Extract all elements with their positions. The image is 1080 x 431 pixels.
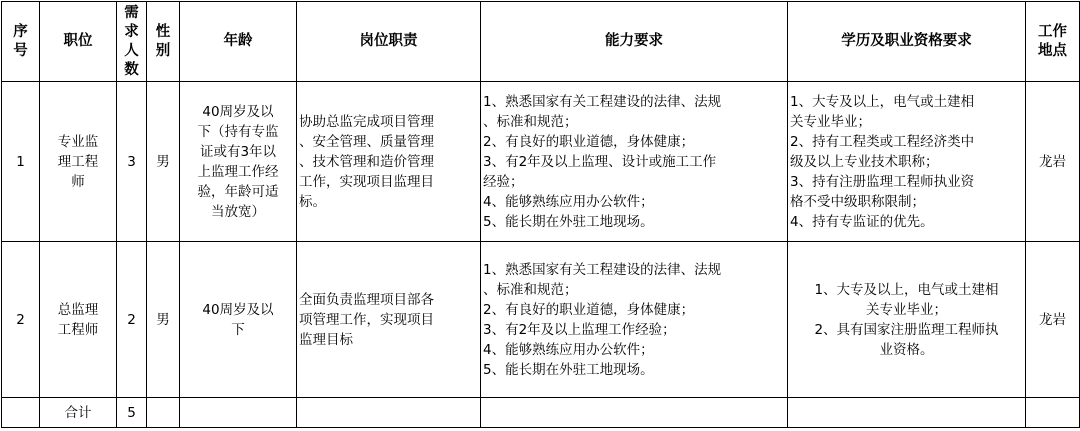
total-headcount: 5	[117, 398, 147, 428]
cell-seq: 2	[2, 242, 40, 398]
cell-seq: 1	[2, 82, 40, 242]
header-gender: 性 别	[147, 2, 180, 82]
cell-empty	[788, 398, 1026, 428]
header-row	[2, 2, 1080, 82]
total-row	[2, 398, 1080, 428]
cell-empty	[2, 398, 40, 428]
recruitment-table	[1, 1, 1080, 428]
cell-location: 龙岩	[1026, 242, 1080, 398]
cell-empty	[481, 398, 788, 428]
cell-empty	[180, 398, 297, 428]
cell-age: 40周岁及以 下	[180, 242, 297, 398]
cell-education: 1、大专及以上，电气或土建相 关专业毕业； 2、持有工程类或工程经济类中 级及以上专业技术职称； 3、持有注册监理工程师执业资 格不受中级职称限制； 4、持有专监证的优先。	[788, 82, 1026, 242]
header-location: 工作 地点	[1026, 2, 1080, 82]
cell-education: 1、大专及以上，电气或土建相 关专业毕业； 2、具有国家注册监理工程师执 业资格。	[788, 242, 1026, 398]
cell-ability: 1、熟悉国家有关工程建设的法律、法规 、标准和规范； 2、有良好的职业道德，身体健康； 3、有2年及以上监理、设计或施工工作 经验； 4、能够熟练应用办公软件； 5、能长期在外驻工地现场。	[481, 82, 788, 242]
cell-ability: 1、熟悉国家有关工程建设的法律、法规 、标准和规范； 2、有良好的职业道德，身体健康； 3、有2年及以上监理工作经验； 4、能够熟练应用办公软件； 5、能长期在外驻工地现场。	[481, 242, 788, 398]
table-row	[2, 242, 1080, 398]
cell-empty	[1026, 398, 1080, 428]
cell-gender: 男	[147, 242, 180, 398]
header-ability: 能力要求	[481, 2, 788, 82]
cell-headcount: 2	[117, 242, 147, 398]
header-education: 学历及职业资格要求	[788, 2, 1026, 82]
cell-duties: 全面负责监理项目部各 项管理工作，实现项目 监理目标	[297, 242, 481, 398]
cell-duties: 协助总监完成项目管理 、安全管理、质量管理 、技术管理和造价管理 工作，实现项目监理目 标。	[297, 82, 481, 242]
cell-empty	[147, 398, 180, 428]
header-seq: 序 号	[2, 2, 40, 82]
cell-position: 总监理 工程师	[40, 242, 117, 398]
cell-gender: 男	[147, 82, 180, 242]
total-label: 合计	[40, 398, 117, 428]
cell-location: 龙岩	[1026, 82, 1080, 242]
cell-age: 40周岁及以 下（持有专监 证或有3年以 上监理工作经 验，年龄可适 当放宽）	[180, 82, 297, 242]
header-duties: 岗位职责	[297, 2, 481, 82]
header-position: 职位	[40, 2, 117, 82]
cell-empty	[297, 398, 481, 428]
header-headcount: 需 求 人 数	[117, 2, 147, 82]
cell-headcount: 3	[117, 82, 147, 242]
cell-position: 专业监 理工程 师	[40, 82, 117, 242]
table-row	[2, 82, 1080, 242]
header-age: 年龄	[180, 2, 297, 82]
